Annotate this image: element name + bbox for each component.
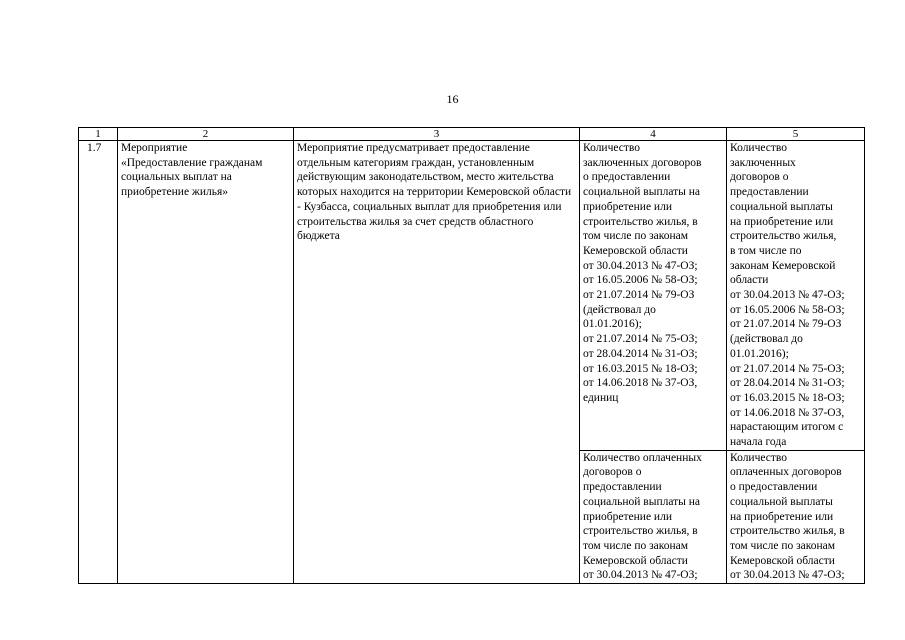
- indicator-concluded-cell-col4: [580, 141, 727, 451]
- event-description-cell: [294, 141, 580, 584]
- indicator-paid-col5: Количество оплаченных договоров о предоставлении социальной выплаты на приобретение или строительство жилья, в том числе по законам Кемеровской области от 30.04.2013 № 47-ОЗ;: [730, 451, 845, 582]
- column-number-row: [79, 128, 865, 141]
- column-number-5: 5: [727, 128, 865, 141]
- column-number-1: 1: [79, 128, 118, 141]
- row-number-cell: [79, 141, 118, 584]
- program-table: [78, 127, 865, 584]
- indicator-concluded-col5: Количество заключенных договоров о предоставлении социальной выплаты на приобретение или строительство жилья, в том числе по законам Кемеровской области от 30.04.2013 № 47-ОЗ; от 16.05.2006 № 58-ОЗ; от 21.07.2014 № 79-ОЗ (действовал до 01.01.2016); от 21.07.2014 № 75-ОЗ; от 28.04.2014 № 31-ОЗ; от 16.03.2015 № 18-ОЗ; от 14.06.2018 № 37-ОЗ, нарастающим итогом с начала года: [730, 142, 845, 449]
- row-number: 1.7: [87, 142, 102, 154]
- column-number-4: 4: [580, 128, 727, 141]
- column-number-3: 3: [294, 128, 580, 141]
- indicator-concluded-cell-col5: [727, 141, 865, 451]
- event-description: Мероприятие предусматривает предоставление отдельным категориям граждан, установленным действующим законодательством, место жительства которых находится на территории Кемеровской области - Кузбасса, социальных выплат для приобретения или строительства жилья за счет средств областного бюджета: [297, 142, 572, 243]
- column-number-2: 2: [118, 128, 294, 141]
- indicator-paid-col4: Количество оплаченных договоров о предоставлении социальной выплаты на приобретение или строительство жилья, в том числе по законам Кемеровской области от 30.04.2013 № 47-ОЗ;: [583, 451, 702, 582]
- page-number: 16: [446, 92, 459, 106]
- table-row: [79, 141, 865, 451]
- indicator-paid-cell-col4: [580, 450, 727, 583]
- event-name: Мероприятие «Предоставление гражданам социальных выплат на приобретение жилья»: [121, 142, 263, 199]
- event-name-cell: [118, 141, 294, 584]
- indicator-concluded-col4: Количество заключенных договоров о предоставлении социальной выплаты на приобретение или строительство жилья, в том числе по законам Кемеровской области от 30.04.2013 № 47-ОЗ; от 16.05.2006 № 58-ОЗ; от 21.07.2014 № 79-ОЗ (действовал до 01.01.2016); от 21.07.2014 № 75-ОЗ; от 28.04.2014 № 31-ОЗ; от 16.03.2015 № 18-ОЗ; от 14.06.2018 № 37-ОЗ, единиц: [583, 142, 702, 404]
- indicator-paid-cell-col5: [727, 450, 865, 583]
